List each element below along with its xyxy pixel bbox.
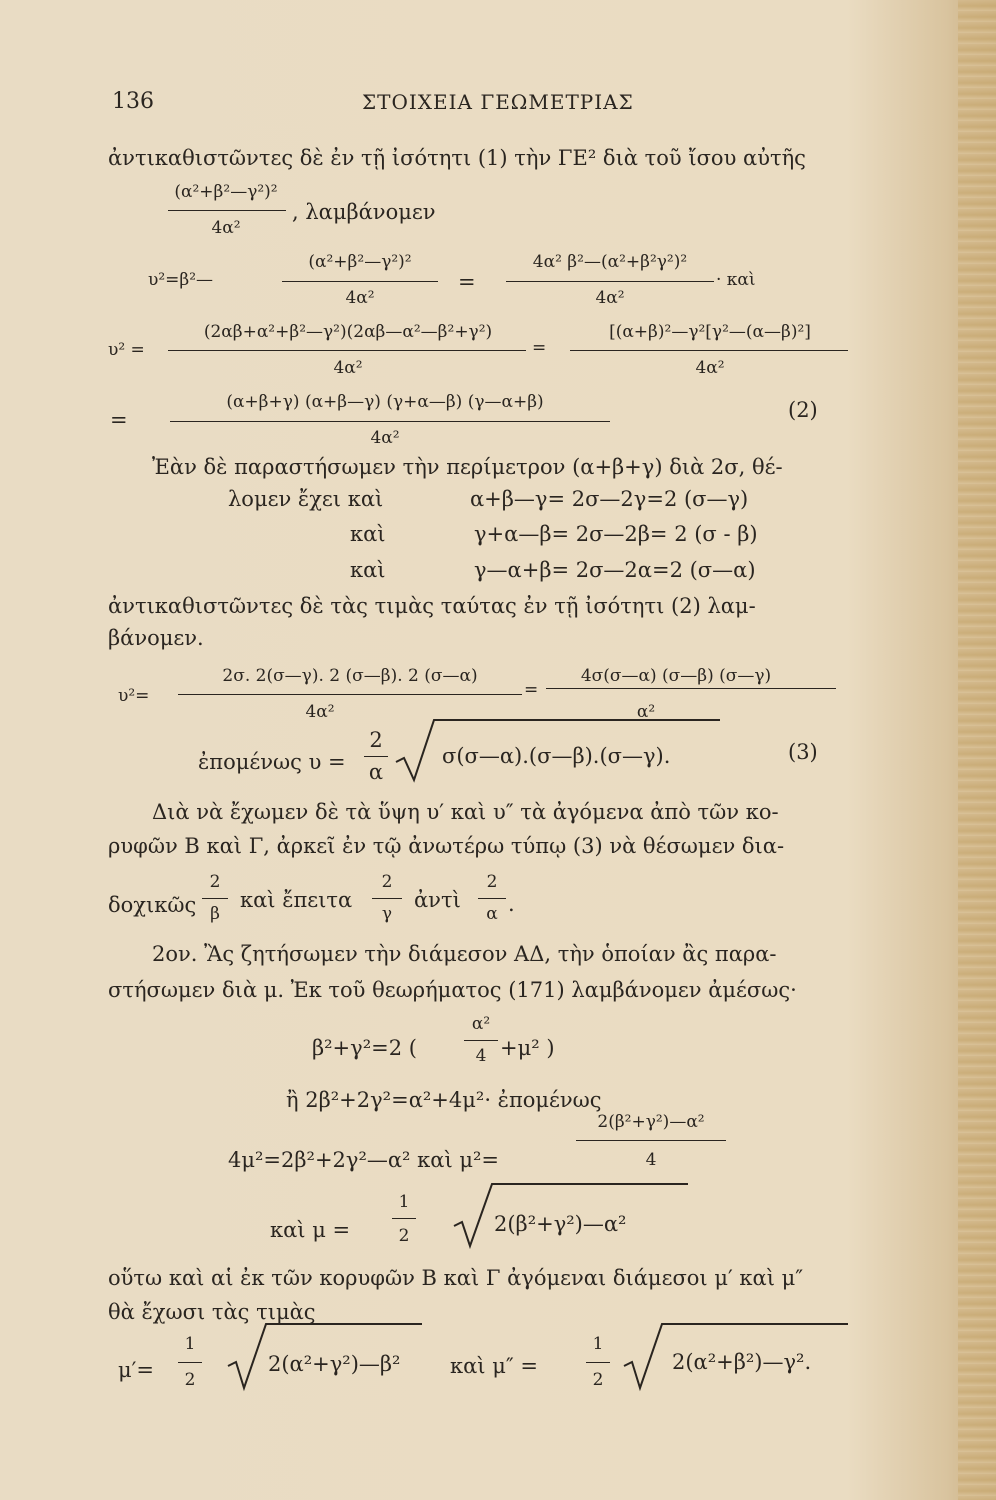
fraction-bar <box>202 898 228 899</box>
text-fragment: ἀντὶ <box>414 888 461 912</box>
equation: γ—α+β= 2σ—2α=2 (σ—α) <box>474 558 756 582</box>
fraction-bar <box>168 350 526 351</box>
fraction-denominator: 4α² <box>370 428 400 448</box>
fraction-denominator: 4α² <box>333 358 363 378</box>
fraction-bar <box>170 421 610 422</box>
fraction-numerator: 2 <box>209 872 221 892</box>
fraction-numerator: 2 <box>381 872 393 892</box>
fraction-denominator: 4α² <box>695 358 725 378</box>
fraction-denominator: α <box>486 904 498 924</box>
text-line: βάνομεν. <box>108 626 204 650</box>
equation-tag: (2) <box>788 398 818 422</box>
fraction-numerator: α² <box>471 1014 491 1034</box>
running-title: ΣΤΟΙΧΕΙΑ ΓΕΩΜΕΤΡΙΑΣ <box>362 90 634 114</box>
equation-lhs: β²+γ²=2 ( <box>312 1036 417 1060</box>
fraction-bar <box>364 756 388 757</box>
fraction-numerator: 4α² β²—(α²+β²γ²)² <box>532 252 688 272</box>
fraction-denominator: γ <box>381 904 393 924</box>
fraction-numerator: (2αβ+α²+β²—γ²)(2αβ—α²—β²+γ²) <box>203 322 493 342</box>
text-line: λομεν ἔχει καὶ <box>228 487 384 511</box>
equals-sign: = <box>458 270 476 294</box>
fraction-numerator: 1 <box>184 1334 196 1354</box>
fraction-bar <box>478 898 506 899</box>
fraction-bar <box>506 281 714 282</box>
fraction-bar <box>168 210 286 211</box>
fraction-denominator: 4α² <box>345 288 375 308</box>
fraction-numerator: 1 <box>398 1192 410 1212</box>
radicand: 2(α²+γ²)—β² <box>268 1352 401 1376</box>
equation: ἢ 2β²+2γ²=α²+4μ²· ἐπομένως <box>286 1088 602 1112</box>
fraction-numerator: 1 <box>592 1334 604 1354</box>
text-line: ρυφῶν Β καὶ Γ, ἀρκεῖ ἐν τῷ ἀνωτέρω τύπῳ (3) νὰ θέσωμεν δια- <box>108 834 785 858</box>
fraction-denominator: α² <box>636 702 656 722</box>
equation-tag: (3) <box>788 740 818 764</box>
page-edge <box>958 0 996 1500</box>
text-fragment: . <box>508 892 515 916</box>
fraction-numerator: 2(β²+γ²)—α² <box>597 1112 705 1132</box>
fraction-denominator: 2 <box>184 1370 196 1390</box>
equation-lhs: υ²= <box>118 686 150 706</box>
text-fragment: καὶ μ″ = <box>450 1354 538 1378</box>
fraction-numerator: 2 <box>486 872 498 892</box>
fraction-denominator: 2 <box>398 1226 410 1246</box>
text-line: ἀντικαθιστῶντες δὲ τὰς τιμὰς ταύτας ἐν τῇ ἰσότητι (2) λαμ- <box>108 594 756 618</box>
page-number: 136 <box>112 89 154 114</box>
equation-lhs: υ² = <box>108 340 145 360</box>
fraction-denominator: 4α² <box>211 218 241 238</box>
equals-sign: = <box>110 408 128 432</box>
equation-lhs: μ′= <box>118 1358 155 1382</box>
text-fragment: καὶ ἔπειτα <box>240 888 353 912</box>
fraction-bar <box>546 688 836 689</box>
text-line: ἀντικαθιστῶντες δὲ ἐν τῇ ἰσότητι (1) τὴν ΓΕ² διὰ τοῦ ἴσου αὐτῆς <box>108 146 806 170</box>
equation-rhs: +μ² ) <box>500 1036 555 1060</box>
text-line: στήσωμεν διὰ μ. Ἐκ τοῦ θεωρήματος (171) λαμβάνομεν ἀμέσως· <box>108 978 797 1002</box>
radicand: 2(α²+β²)—γ². <box>672 1350 812 1374</box>
fraction-denominator: 4 <box>475 1046 487 1066</box>
fraction-bar <box>570 350 848 351</box>
text-line: οὕτω καὶ αἱ ἐκ τῶν κορυφῶν Β καὶ Γ ἀγόμεναι διάμεσοι μ′ καὶ μ″ <box>108 1266 804 1290</box>
fraction-denominator: 4 <box>645 1150 657 1170</box>
fraction-bar <box>282 281 438 282</box>
text-fragment: · καὶ <box>716 270 756 290</box>
fraction-bar <box>392 1218 416 1219</box>
text-fragment: δοχικῶς <box>108 893 197 917</box>
fraction-numerator: 2σ. 2(σ—γ). 2 (σ—β). 2 (σ—α) <box>222 666 478 686</box>
text-line: Ἐὰν δὲ παραστήσωμεν τὴν περίμετρον (α+β+γ) διὰ 2σ, θέ- <box>152 455 783 479</box>
fraction-denominator: 2 <box>592 1370 604 1390</box>
fraction-numerator: 2 <box>369 728 383 752</box>
text-line: θὰ ἔχωσι τὰς τιμὰς <box>108 1300 316 1324</box>
fraction-numerator: (α+β+γ) (α+β—γ) (γ+α—β) (γ—α+β) <box>226 392 544 412</box>
equals-sign: = <box>524 680 539 700</box>
fraction-bar <box>178 1362 202 1363</box>
fraction-bar <box>178 694 522 695</box>
equation-lhs: ἐπομένως υ = <box>198 750 346 774</box>
fraction-denominator: β <box>210 904 220 924</box>
equation: α+β—γ= 2σ—2γ=2 (σ—γ) <box>470 487 749 511</box>
fraction-bar <box>372 898 402 899</box>
equation-lhs: καὶ μ = <box>270 1218 351 1242</box>
fraction-numerator: (α²+β²—γ²)² <box>308 252 412 272</box>
text-line: καὶ <box>350 558 386 582</box>
fraction-denominator: 4α² <box>305 702 335 722</box>
equation: γ+α—β= 2σ—2β= 2 (σ - β) <box>474 522 758 546</box>
fraction-denominator: α <box>368 760 384 784</box>
equals-sign: = <box>532 338 547 358</box>
fraction-bar <box>586 1362 610 1363</box>
text-line: Διὰ νὰ ἔχωμεν δὲ τὰ ὕψη υ′ καὶ υ″ τὰ ἀγόμενα ἀπὸ τῶν κο- <box>152 800 779 824</box>
equation-lhs: υ²=β²— <box>148 270 214 290</box>
equation-lhs: 4μ²=2β²+2γ²—α² καὶ μ²= <box>228 1148 500 1172</box>
radicand: 2(β²+γ²)—α² <box>494 1212 627 1236</box>
radicand: σ(σ—α).(σ—β).(σ—γ). <box>442 744 671 768</box>
fraction-denominator: 4α² <box>595 288 625 308</box>
fraction-numerator: [(α+β)²—γ²[γ²—(α—β)²] <box>609 322 811 342</box>
fraction-numerator: (α²+β²—γ²)² <box>174 182 278 202</box>
text-line: καὶ <box>350 522 386 546</box>
text-line: 2ον. Ἂς ζητήσωμεν τὴν διάμεσον ΑΔ, τὴν ὁποίαν ἂς παρα- <box>152 942 777 966</box>
fraction-numerator: 4σ(σ—α) (σ—β) (σ—γ) <box>580 666 772 686</box>
fraction-bar <box>464 1040 498 1041</box>
fraction-bar <box>576 1140 726 1141</box>
text-fragment: , λαμβάνομεν <box>292 200 436 224</box>
